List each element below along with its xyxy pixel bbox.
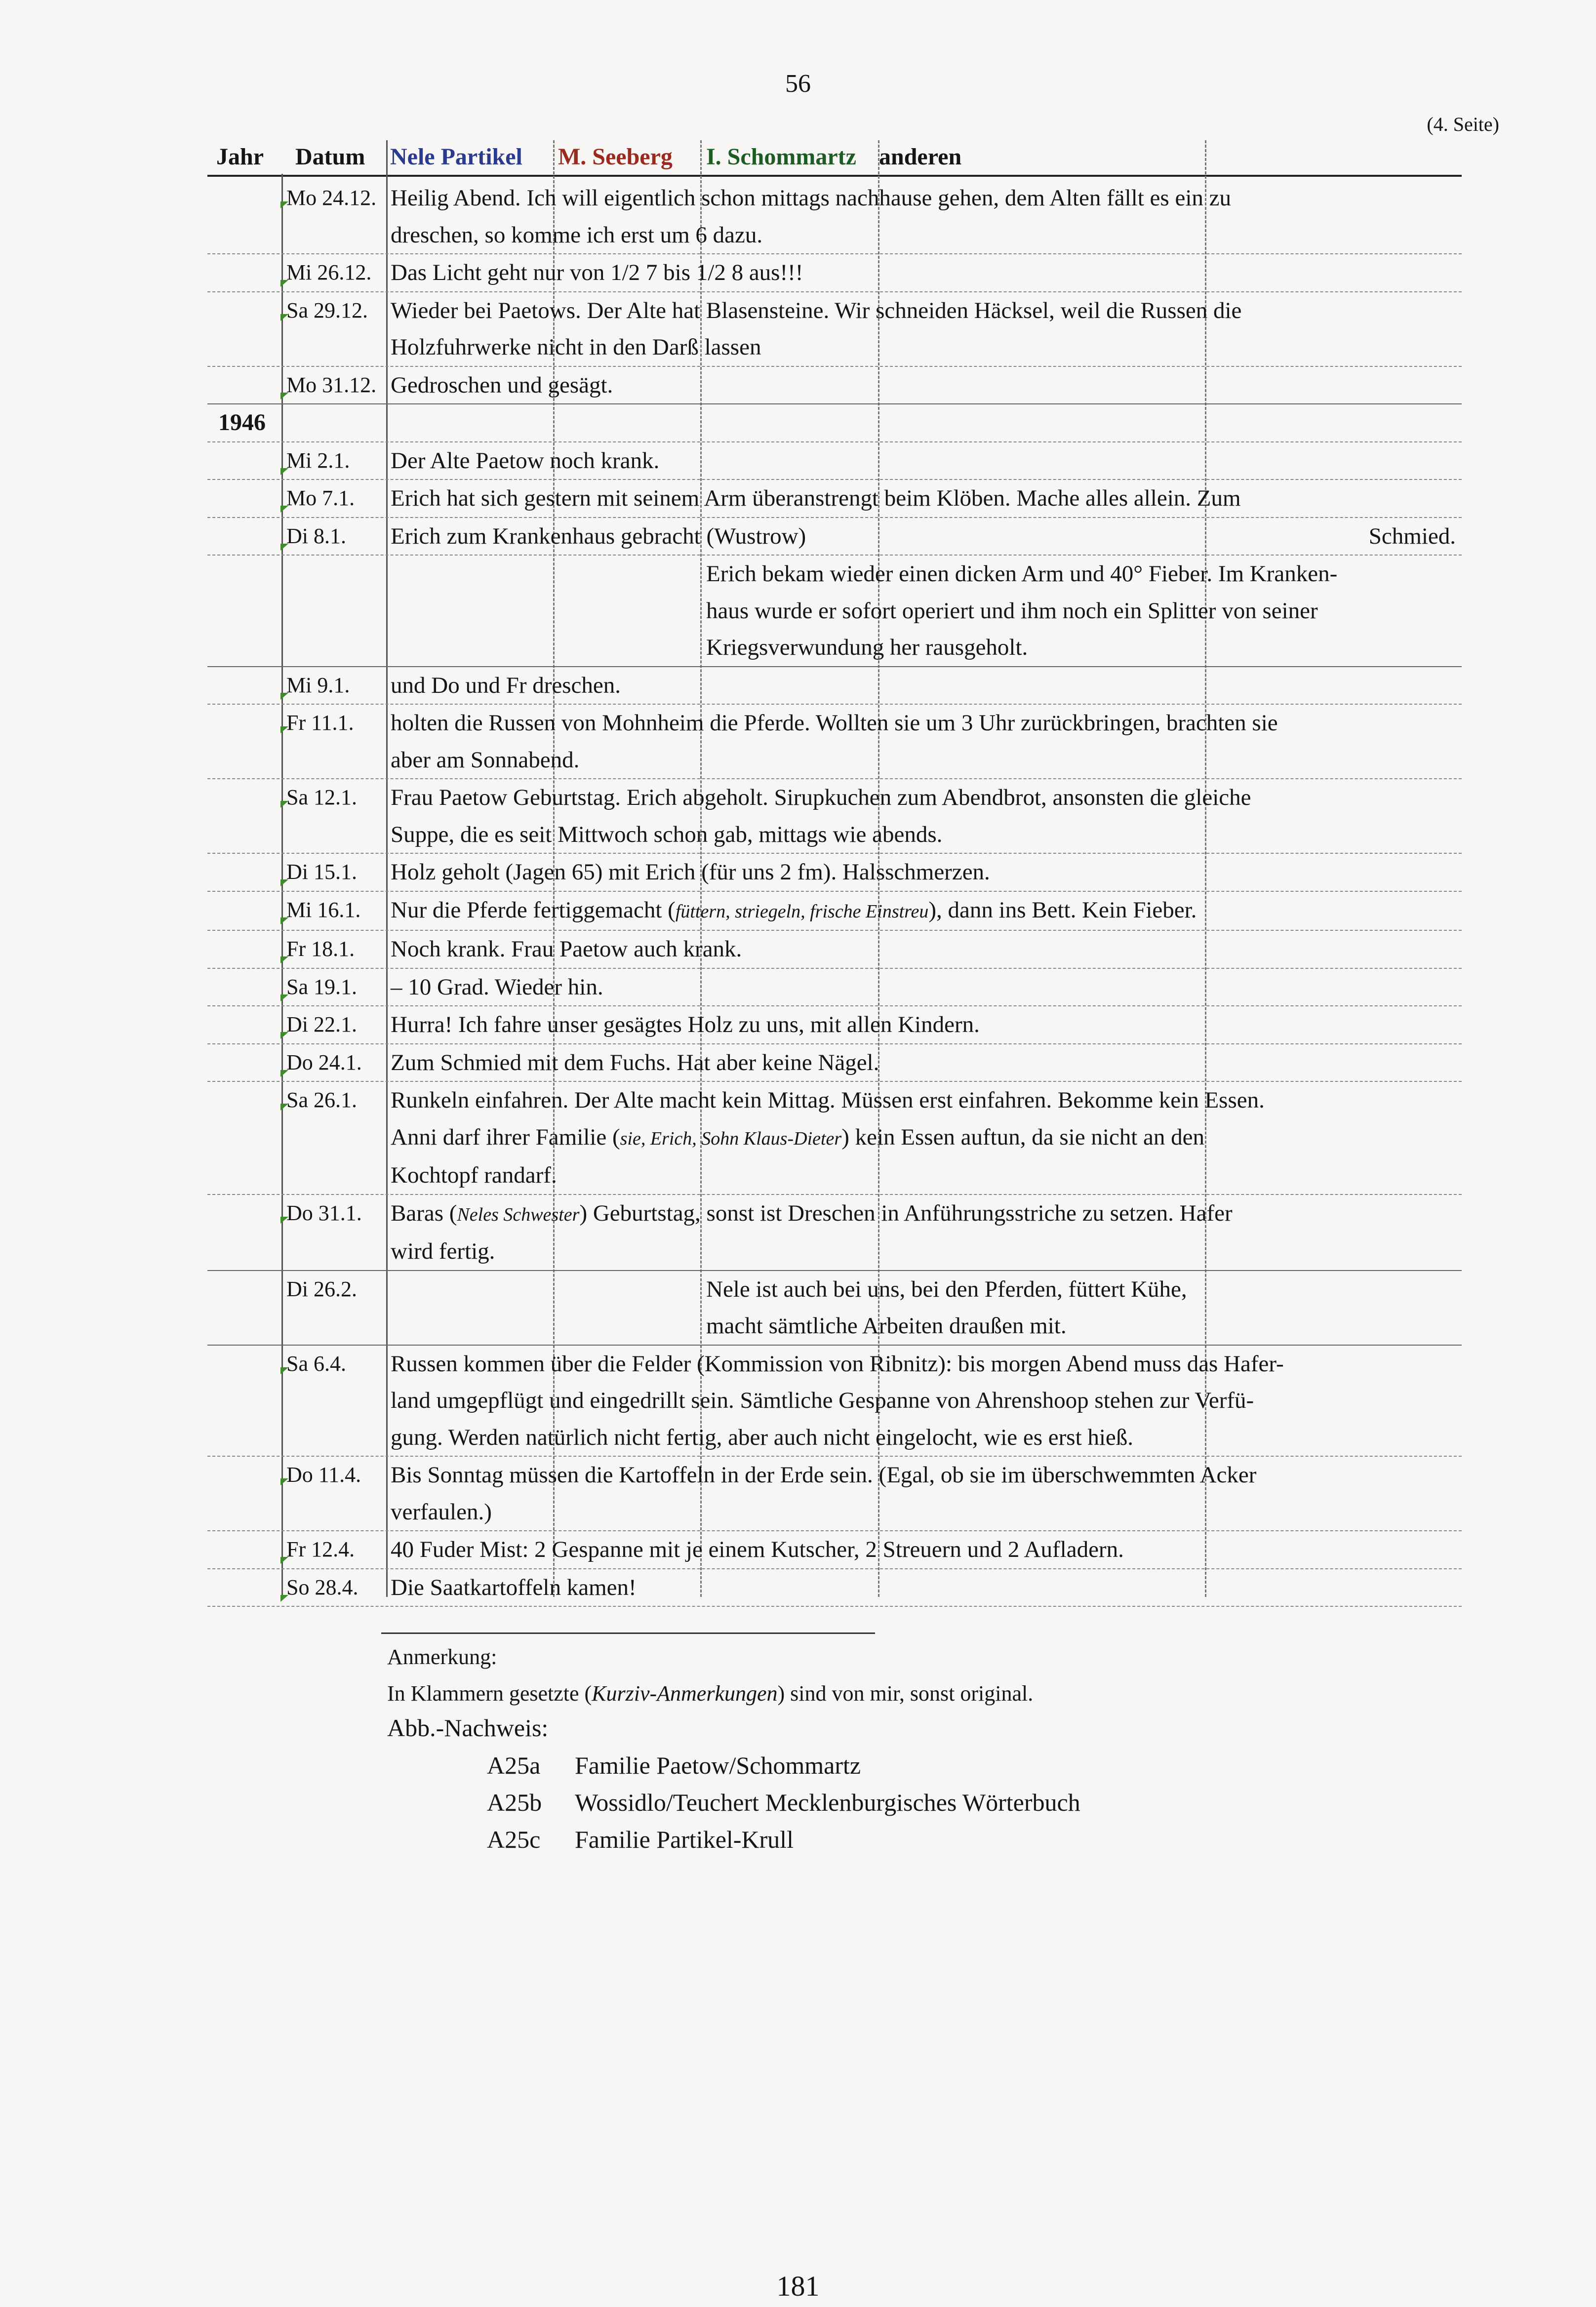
entry-text (388, 254, 1462, 291)
entry-right-note: Schmied. (1368, 523, 1456, 549)
entry-text (388, 854, 1462, 891)
diary-entry (207, 404, 1462, 442)
footnote-note (387, 1681, 1033, 1706)
diary-entry (207, 442, 1462, 480)
diary-entry (207, 1457, 1462, 1531)
green-marker-icon (280, 693, 288, 700)
credit-code: A25b (487, 1789, 542, 1816)
diary-entry (207, 1044, 1462, 1082)
diary-entry (207, 367, 1462, 405)
green-marker-icon (280, 801, 288, 808)
diary-entry (207, 254, 1462, 292)
green-marker-icon (280, 506, 288, 513)
entry-date: Mi 2.1. (286, 448, 350, 473)
diary-entry (207, 1346, 1462, 1457)
entry-line: Heilig Abend. Ich will eigentlich schon mittags nachhause gehen, dem Alten fällt es ein zu (391, 185, 1231, 211)
credit-code: A25c (487, 1826, 541, 1853)
diary-entry (207, 1569, 1462, 1607)
entry-text (388, 1457, 1462, 1530)
entry-date: Do 31.1. (286, 1200, 362, 1225)
entry-line: Gedroschen und gesägt. (391, 372, 613, 398)
entry-date: Fr 18.1. (286, 937, 355, 961)
entry-text (388, 1346, 1462, 1456)
entry-text (388, 480, 1462, 517)
diary-entry (207, 705, 1462, 779)
entry-date: Sa 19.1. (286, 974, 357, 999)
footnote-label: Anmerkung: (387, 1645, 497, 1669)
green-marker-icon (280, 994, 288, 1001)
entry-text (388, 705, 1462, 778)
diary-entry (207, 292, 1462, 367)
entry-line: Kochtopf randarf. (391, 1162, 557, 1188)
header-nele-partikel: Nele Partikel (390, 144, 522, 170)
entry-line: Nele ist auch bei uns, bei den Pferden, füttert Kühe, (706, 1276, 1187, 1302)
entry-text (388, 1195, 1462, 1270)
diary-entry (207, 1271, 1462, 1346)
entry-line: Das Licht geht nur von 1/2 7 bis 1/2 8 aus!!! (391, 260, 803, 285)
bottom-page-number: 181 (776, 2270, 820, 2302)
credits-label: Abb.-Nachweis: (387, 1714, 549, 1742)
diary-entry (207, 1006, 1462, 1044)
diary-entry (207, 854, 1462, 892)
entry-date: Di 22.1. (286, 1012, 357, 1036)
diary-entry (207, 779, 1462, 854)
page-tag: (4. Seite) (1427, 113, 1499, 135)
entry-date: Sa 29.12. (286, 298, 368, 322)
entry-date: So 28.4. (286, 1575, 359, 1599)
diary-entry (207, 892, 1462, 931)
entry-date: Mi 26.12. (286, 260, 372, 284)
entry-line: gung. Werden natürlich nicht fertig, aber auch nicht eingelocht, wie es erst hieß. (391, 1424, 1134, 1450)
entry-date: Di 26.2. (286, 1276, 357, 1301)
entry-date: Mi 9.1. (286, 673, 350, 697)
entry-text (388, 931, 1462, 968)
note-text-start: In Klammern gesetzte ( (387, 1681, 592, 1706)
entry-date: Mo 7.1. (286, 486, 355, 510)
entry-line: und Do und Fr dreschen. (391, 672, 621, 698)
entry-line: Wieder bei Paetows. Der Alte hat Blasensteine. Wir schneiden Häcksel, weil die Russen die (391, 297, 1242, 323)
diary-entry (207, 1082, 1462, 1195)
green-marker-icon (280, 956, 288, 963)
credit-text: Wossidlo/Teuchert Mecklenburgisches Wörterbuch (575, 1789, 1080, 1816)
green-marker-icon (280, 1070, 288, 1077)
entry-line: verfaulen.) (391, 1499, 492, 1525)
entry-date: Sa 6.4. (286, 1351, 346, 1376)
green-marker-icon (280, 393, 288, 399)
green-marker-icon (280, 280, 288, 287)
entry-text (388, 1044, 1462, 1081)
entry-text (388, 969, 1462, 1006)
diary-entry (207, 969, 1462, 1007)
entry-line: Nur die Pferde fertiggemacht (füttern, striegeln, frische Einstreu), dann ins Bett. Kein Fieber. (391, 897, 1197, 923)
entry-text (388, 180, 1462, 253)
entry-line: 40 Fuder Mist: 2 Gespanne mit je einem Kutscher, 2 Streuern und 2 Aufladern. (391, 1537, 1124, 1562)
entry-date: Mo 24.12. (286, 186, 377, 210)
green-marker-icon (280, 1104, 288, 1111)
diary-entry (207, 556, 1462, 667)
entry-text (703, 556, 1462, 666)
entry-date: Di 15.1. (286, 860, 357, 884)
green-marker-icon (280, 1557, 288, 1564)
diary-table (207, 180, 1462, 1607)
diary-entry (207, 480, 1462, 518)
entry-line: Zum Schmied mit dem Fuchs. Hat aber keine Nägel. (391, 1049, 879, 1075)
entry-line: Frau Paetow Geburtstag. Erich abgeholt. Sirupkuchen zum Abendbrot, ansonsten die gleiche (391, 785, 1251, 810)
entry-line: Kriegsverwundung her rausgeholt. (706, 635, 1028, 660)
entry-text (388, 667, 1462, 704)
entry-line: Baras (Neles Schwester) Geburtstag, sonst ist Dreschen in Anführungsstriche zu setzen. Hafer (391, 1200, 1233, 1226)
green-marker-icon (280, 879, 288, 886)
entry-date: Fr 11.1. (286, 711, 354, 735)
credit-text: Familie Paetow/Schommartz (575, 1751, 861, 1779)
entry-line: Runkeln einfahren. Der Alte macht kein Mittag. Müssen erst einfahren. Bekomme kein Essen. (391, 1087, 1265, 1113)
entry-text (388, 442, 1462, 479)
entry-line: Der Alte Paetow noch krank. (391, 447, 660, 474)
entry-line: Anni darf ihrer Familie (sie, Erich, Sohn Klaus-Dieter) kein Essen auftun, da sie nicht an den (391, 1124, 1205, 1150)
entry-line: haus wurde er sofort operiert und ihm noch ein Splitter von seiner (706, 597, 1318, 624)
entry-line: Erich zum Krankenhaus gebracht (Wustrow) (391, 523, 806, 549)
header-rule (207, 175, 1462, 177)
entry-date: Fr 12.4. (286, 1537, 355, 1561)
header-jahr: Jahr (216, 144, 264, 170)
entry-text (388, 1082, 1462, 1194)
top-page-number: 56 (785, 70, 811, 98)
footnote-rule (381, 1632, 875, 1634)
diary-entry (207, 1195, 1462, 1271)
note-text-end: ) sind von mir, sonst original. (777, 1681, 1034, 1706)
entry-date: Do 24.1. (286, 1050, 362, 1074)
green-marker-icon (280, 1217, 288, 1224)
green-marker-icon (280, 201, 288, 208)
entry-line: Suppe, die es seit Mittwoch schon gab, mittags wie abends. (391, 821, 943, 847)
table-header (207, 140, 1462, 174)
entry-line: Die Saatkartoffeln kamen! (391, 1574, 637, 1600)
entry-date: Sa 26.1. (286, 1088, 357, 1112)
diary-entry (207, 1531, 1462, 1569)
entry-date: Do 11.4. (286, 1463, 361, 1487)
entry-text (388, 892, 1462, 930)
entry-line: Erich bekam wieder einen dicken Arm und 40° Fieber. Im Kranken- (706, 561, 1338, 587)
entry-text (388, 1006, 1462, 1043)
entry-text (388, 779, 1462, 853)
entry-date: Di 8.1. (286, 523, 346, 548)
green-marker-icon (280, 1367, 288, 1374)
entry-text (388, 1569, 1462, 1606)
entry-line: dreschen, so komme ich erst um 6 dazu. (391, 222, 763, 248)
note-text-italic: Kurziv-Anmerkungen (592, 1681, 778, 1706)
entry-text (388, 1531, 1462, 1568)
entry-text (388, 404, 1462, 441)
header-datum: Datum (295, 144, 365, 170)
year-label: 1946 (218, 409, 266, 436)
green-marker-icon (280, 917, 288, 924)
credit-code: A25a (487, 1751, 541, 1779)
entry-text (388, 292, 1462, 366)
entry-line: land umgepflügt und eingedrillt sein. Sämtliche Gespanne von Ahrenshoop stehen zur Verfü- (391, 1388, 1254, 1413)
header-anderen: anderen (879, 144, 962, 170)
entry-line: Bis Sonntag müssen die Kartoffeln in der Erde sein. (Egal, ob sie im überschwemmten Acker (391, 1462, 1257, 1488)
entry-line: wird fertig. (391, 1238, 495, 1264)
entry-line: holten die Russen von Mohnheim die Pferde. Wollten sie um 3 Uhr zurückbringen, brachten sie (391, 710, 1278, 736)
green-marker-icon (280, 468, 288, 475)
entry-text (703, 1271, 1462, 1345)
entry-line: Holz geholt (Jagen 65) mit Erich (für uns 2 fm). Halsschmerzen. (391, 859, 990, 885)
credit-item (487, 1825, 794, 1854)
entry-date: Sa 12.1. (286, 785, 357, 809)
entry-line: Russen kommen über die Felder (Kommission von Ribnitz): bis morgen Abend muss das Hafer- (391, 1351, 1284, 1377)
entry-line: Noch krank. Frau Paetow auch krank. (391, 936, 742, 962)
entry-line: Erich hat sich gestern mit seinem Arm überanstrengt beim Klöben. Mache alles allein. Zum (391, 485, 1241, 511)
entry-line: – 10 Grad. Wieder hin. (391, 974, 603, 1000)
green-marker-icon (280, 314, 288, 321)
entry-line: aber am Sonnabend. (391, 747, 580, 773)
green-marker-icon (280, 1032, 288, 1039)
green-marker-icon (280, 1595, 288, 1602)
header-m-seeberg: M. Seeberg (558, 144, 673, 170)
credit-item (487, 1751, 861, 1780)
diary-entry (207, 180, 1462, 254)
entry-line: macht sämtliche Arbeiten draußen mit. (706, 1313, 1067, 1339)
diary-entry (207, 518, 1462, 556)
entry-line: Holzfuhrwerke nicht in den Darß lassen (391, 334, 761, 360)
diary-entry (207, 931, 1462, 969)
credit-text: Familie Partikel-Krull (575, 1826, 794, 1853)
entry-text (388, 518, 1462, 555)
credit-item (487, 1788, 1080, 1817)
green-marker-icon (280, 726, 288, 733)
entry-date: Mi 16.1. (286, 897, 361, 922)
green-marker-icon (280, 544, 288, 551)
entry-line (391, 404, 1462, 441)
green-marker-icon (280, 1478, 288, 1485)
entry-line: Hurra! Ich fahre unser gesägtes Holz zu uns, mit allen Kindern. (391, 1012, 980, 1037)
entry-text (388, 367, 1462, 404)
header-i-schommartz: I. Schommartz (706, 144, 856, 170)
entry-date: Mo 31.12. (286, 372, 377, 397)
diary-entry (207, 667, 1462, 705)
